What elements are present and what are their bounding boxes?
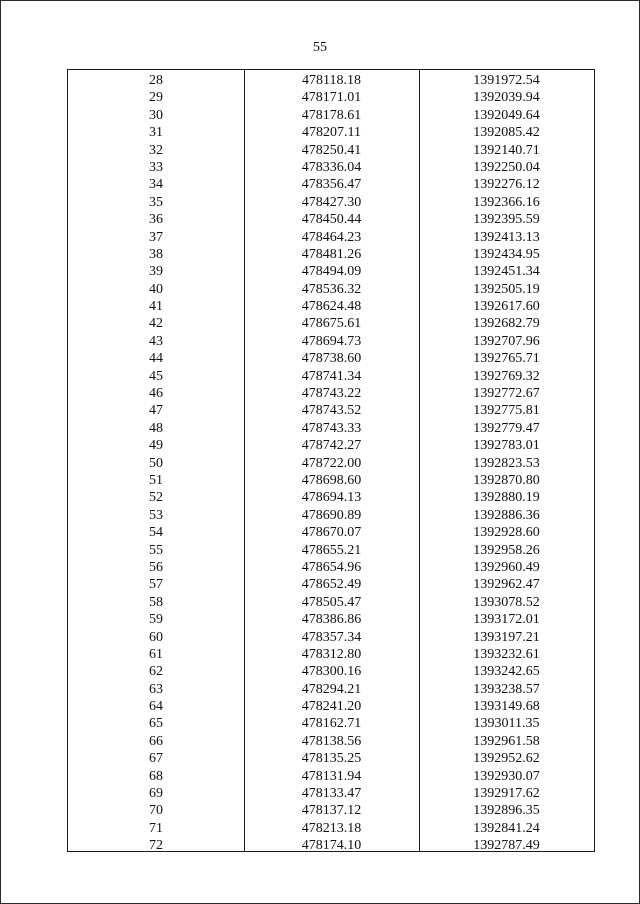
x-coordinate-cell: 478738.60 — [301, 351, 362, 367]
x-coordinate-cell: 478694.73 — [301, 333, 362, 349]
table-row — [68, 402, 594, 419]
x-coordinate-cell: 478133.47 — [301, 786, 362, 802]
point-number-cell: 30 — [149, 107, 163, 123]
x-coordinate-cell: 478174.10 — [301, 838, 362, 854]
y-coordinate-cell: 1392505.19 — [473, 281, 540, 297]
table-row — [68, 333, 594, 350]
table-row — [68, 715, 594, 732]
y-coordinate-cell: 1392366.16 — [473, 194, 540, 210]
y-coordinate-cell: 1393238.57 — [473, 681, 540, 697]
x-coordinate-cell: 478670.07 — [301, 525, 362, 541]
x-coordinate-cell: 478481.26 — [301, 246, 362, 262]
y-coordinate-cell: 1392395.59 — [473, 212, 540, 228]
y-coordinate-cell: 1392958.26 — [473, 542, 540, 558]
point-number-cell: 65 — [149, 716, 163, 732]
point-number-cell: 69 — [149, 786, 163, 802]
point-number-cell: 60 — [149, 629, 163, 645]
point-number-cell: 33 — [149, 159, 163, 175]
table-row — [68, 142, 594, 159]
y-coordinate-cell: 1392772.67 — [473, 386, 540, 402]
table-row — [68, 298, 594, 315]
x-coordinate-cell: 478137.12 — [301, 803, 362, 819]
y-coordinate-cell: 1393149.68 — [473, 699, 540, 715]
y-coordinate-cell: 1392085.42 — [473, 125, 540, 141]
table-row — [68, 72, 594, 89]
table-row — [68, 576, 594, 593]
y-coordinate-cell: 1392870.80 — [473, 472, 540, 488]
x-coordinate-cell: 478162.71 — [301, 716, 362, 732]
y-coordinate-cell: 1392769.32 — [473, 368, 540, 384]
point-number-cell: 37 — [149, 229, 163, 245]
y-coordinate-cell: 1392779.47 — [473, 420, 540, 436]
x-coordinate-cell: 478241.20 — [301, 699, 362, 715]
table-body — [68, 72, 594, 855]
x-coordinate-cell: 478494.09 — [301, 264, 362, 280]
x-coordinate-cell: 478536.32 — [301, 281, 362, 297]
point-number-cell: 36 — [149, 212, 163, 228]
point-number-cell: 67 — [149, 751, 163, 767]
y-coordinate-cell: 1392896.35 — [473, 803, 540, 819]
table-row — [68, 820, 594, 837]
y-coordinate-cell: 1392880.19 — [473, 490, 540, 506]
y-coordinate-cell: 1392276.12 — [473, 177, 540, 193]
point-number-cell: 41 — [149, 299, 163, 315]
x-coordinate-cell: 478118.18 — [302, 73, 361, 88]
table-row — [68, 211, 594, 228]
x-coordinate-cell: 478213.18 — [301, 820, 362, 836]
table-row — [68, 663, 594, 680]
x-coordinate-cell: 478690.89 — [301, 507, 362, 523]
table-row — [68, 768, 594, 785]
x-coordinate-cell: 478450.44 — [301, 212, 362, 228]
x-coordinate-cell: 478505.47 — [301, 594, 362, 610]
point-number-cell: 40 — [149, 281, 163, 297]
table-row — [68, 542, 594, 559]
y-coordinate-cell: 1392140.71 — [473, 142, 540, 158]
point-number-cell: 58 — [149, 594, 163, 610]
x-coordinate-cell: 478741.34 — [301, 368, 362, 384]
y-coordinate-cell: 1392775.81 — [473, 403, 540, 419]
table-row — [68, 437, 594, 454]
y-coordinate-cell: 1392451.34 — [473, 264, 540, 280]
point-number-cell: 50 — [149, 455, 163, 471]
y-coordinate-cell: 1392962.47 — [473, 577, 540, 593]
x-coordinate-cell: 478742.27 — [301, 438, 362, 454]
point-number-cell: 66 — [149, 733, 163, 749]
y-coordinate-cell: 1392952.62 — [473, 751, 540, 767]
point-number-cell: 38 — [149, 246, 163, 262]
table-row — [68, 785, 594, 802]
y-coordinate-cell: 1393242.65 — [473, 664, 540, 680]
x-coordinate-cell: 478171.01 — [301, 90, 362, 106]
point-number-cell: 51 — [149, 472, 163, 488]
y-coordinate-cell: 1392787.49 — [473, 838, 540, 854]
y-coordinate-cell: 1393078.52 — [473, 594, 540, 610]
table-row — [68, 733, 594, 750]
y-coordinate-cell: 1392960.49 — [473, 559, 540, 575]
table-row — [68, 368, 594, 385]
x-coordinate-cell: 478694.13 — [301, 490, 362, 506]
point-number-cell: 53 — [149, 507, 163, 523]
y-coordinate-cell: 1392617.60 — [473, 299, 540, 315]
y-coordinate-cell: 1392039.94 — [473, 90, 540, 106]
x-coordinate-cell: 478654.96 — [301, 559, 362, 575]
y-coordinate-cell: 1393197.21 — [473, 629, 540, 645]
y-coordinate-cell: 1391972.54 — [473, 73, 540, 88]
table-row — [68, 159, 594, 176]
table-row — [68, 281, 594, 298]
x-coordinate-cell: 478464.23 — [301, 229, 362, 245]
point-number-cell: 49 — [149, 438, 163, 454]
table-row — [68, 194, 594, 211]
point-number-cell: 55 — [149, 542, 163, 558]
point-number-cell: 64 — [149, 699, 163, 715]
table-row — [68, 315, 594, 332]
y-coordinate-cell: 1392250.04 — [473, 159, 540, 175]
y-coordinate-cell: 1393011.35 — [473, 716, 540, 732]
table-row — [68, 472, 594, 489]
point-number-cell: 32 — [149, 142, 163, 158]
x-coordinate-cell: 478300.16 — [301, 664, 362, 680]
x-coordinate-cell: 478357.34 — [301, 629, 362, 645]
y-coordinate-cell: 1392413.13 — [473, 229, 540, 245]
point-number-cell: 46 — [149, 386, 163, 402]
page-number: 55 — [313, 40, 327, 55]
y-coordinate-cell: 1392823.53 — [473, 455, 540, 471]
point-number-cell: 61 — [149, 646, 163, 662]
x-coordinate-cell: 478675.61 — [301, 316, 362, 332]
table-row — [68, 594, 594, 611]
table-row — [68, 629, 594, 646]
point-number-cell: 54 — [149, 525, 163, 541]
y-coordinate-cell: 1392682.79 — [473, 316, 540, 332]
table-row — [68, 837, 594, 854]
point-number-cell: 45 — [149, 368, 163, 384]
table-row — [68, 420, 594, 437]
table-row — [68, 246, 594, 263]
y-coordinate-cell: 1392961.58 — [473, 733, 540, 749]
x-coordinate-cell: 478427.30 — [301, 194, 362, 210]
x-coordinate-cell: 478135.25 — [301, 751, 362, 767]
y-coordinate-cell: 1392917.62 — [473, 786, 540, 802]
x-coordinate-cell: 478698.60 — [301, 472, 362, 488]
point-number-cell: 44 — [149, 351, 163, 367]
x-coordinate-cell: 478655.21 — [301, 542, 362, 558]
table-row — [68, 263, 594, 280]
x-coordinate-cell: 478336.04 — [301, 159, 362, 175]
x-coordinate-cell: 478250.41 — [301, 142, 362, 158]
table-row — [68, 802, 594, 819]
table-row — [68, 89, 594, 106]
point-number-cell: 68 — [149, 768, 163, 784]
point-number-cell: 34 — [149, 177, 163, 193]
x-coordinate-cell: 478178.61 — [301, 107, 362, 123]
x-coordinate-cell: 478652.49 — [301, 577, 362, 593]
table-row — [68, 698, 594, 715]
x-coordinate-cell: 478312.80 — [301, 646, 362, 662]
x-coordinate-cell: 478743.52 — [301, 403, 362, 419]
y-coordinate-cell: 1393172.01 — [473, 612, 540, 628]
x-coordinate-cell: 478138.56 — [301, 733, 362, 749]
point-number-cell: 48 — [149, 420, 163, 436]
point-number-cell: 62 — [149, 664, 163, 680]
x-coordinate-cell: 478386.86 — [301, 612, 362, 628]
table-row — [68, 107, 594, 124]
table-row — [68, 385, 594, 402]
point-number-cell: 56 — [149, 559, 163, 575]
y-coordinate-cell: 1392928.60 — [473, 525, 540, 541]
point-number-cell: 42 — [149, 316, 163, 332]
y-coordinate-cell: 1392930.07 — [473, 768, 540, 784]
table-row — [68, 750, 594, 767]
coordinates-table — [67, 69, 595, 852]
table-row — [68, 124, 594, 141]
point-number-cell: 52 — [149, 490, 163, 506]
x-coordinate-cell: 478294.21 — [301, 681, 362, 697]
point-number-cell: 72 — [149, 838, 163, 854]
y-coordinate-cell: 1392841.24 — [473, 820, 540, 836]
table-row — [68, 524, 594, 541]
y-coordinate-cell: 1392886.36 — [473, 507, 540, 523]
point-number-cell: 57 — [149, 577, 163, 593]
point-number-cell: 71 — [149, 820, 163, 836]
table-row — [68, 507, 594, 524]
x-coordinate-cell: 478207.11 — [302, 125, 361, 141]
table-row — [68, 176, 594, 193]
x-coordinate-cell: 478722.00 — [301, 455, 362, 471]
table-row — [68, 350, 594, 367]
y-coordinate-cell: 1392049.64 — [473, 107, 540, 123]
point-number-cell: 28 — [149, 73, 163, 88]
x-coordinate-cell: 478131.94 — [301, 768, 362, 784]
y-coordinate-cell: 1392434.95 — [473, 246, 540, 262]
table-row — [68, 455, 594, 472]
point-number-cell: 59 — [149, 612, 163, 628]
point-number-cell: 35 — [149, 194, 163, 210]
point-number-cell: 47 — [149, 403, 163, 419]
x-coordinate-cell: 478356.47 — [301, 177, 362, 193]
table-row — [68, 681, 594, 698]
x-coordinate-cell: 478624.48 — [301, 299, 362, 315]
table-row — [68, 559, 594, 576]
point-number-cell: 31 — [149, 125, 163, 141]
table-row — [68, 489, 594, 506]
point-number-cell: 29 — [149, 90, 163, 106]
x-coordinate-cell: 478743.33 — [301, 420, 362, 436]
table-row — [68, 646, 594, 663]
x-coordinate-cell: 478743.22 — [301, 386, 362, 402]
point-number-cell: 43 — [149, 333, 163, 349]
point-number-cell: 39 — [149, 264, 163, 280]
point-number-cell: 70 — [149, 803, 163, 819]
y-coordinate-cell: 1392707.96 — [473, 333, 540, 349]
table-row — [68, 611, 594, 628]
y-coordinate-cell: 1392765.71 — [473, 351, 540, 367]
point-number-cell: 63 — [149, 681, 163, 697]
table-row — [68, 229, 594, 246]
y-coordinate-cell: 1392783.01 — [473, 438, 540, 454]
y-coordinate-cell: 1393232.61 — [473, 646, 540, 662]
